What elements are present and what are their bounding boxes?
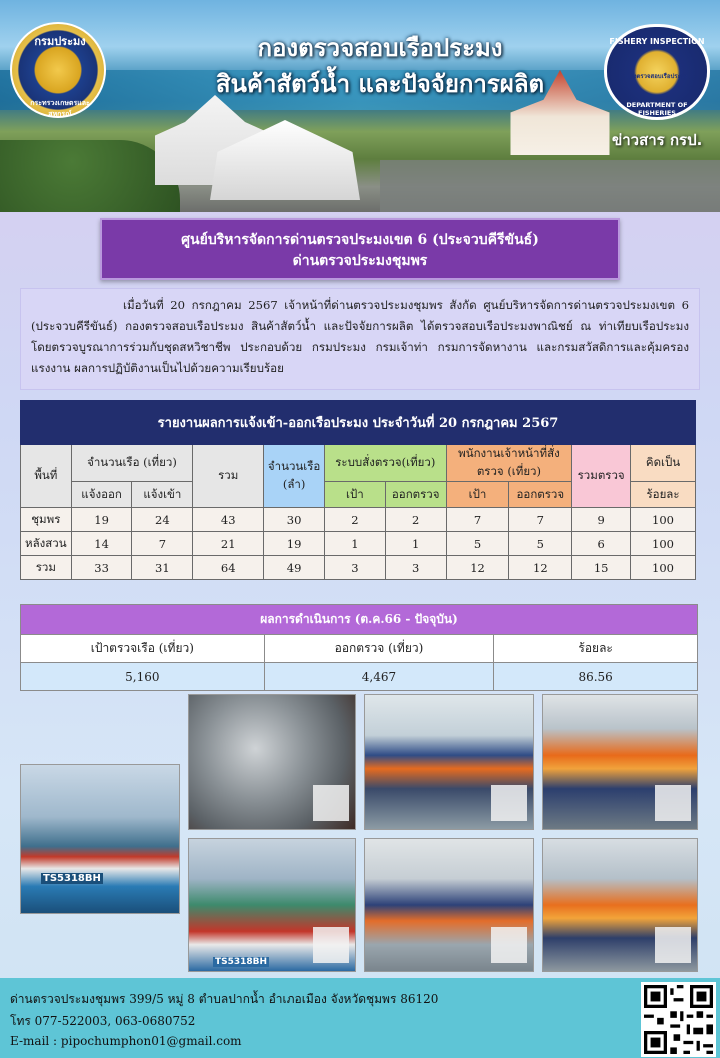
- cell-total-inspected: 9: [572, 508, 631, 532]
- table-row-total: [21, 556, 696, 580]
- header-total: รวม: [193, 445, 264, 508]
- header-off-inspected: ออกตรวจ: [509, 482, 572, 508]
- boat-number-label: TS5318BH: [43, 873, 101, 884]
- map-stamp-icon: [491, 927, 527, 963]
- footer-address: ด่านตรวจประมงชุมพร 399/5 หมู่ 8 ตำบลปากน้ำ อำเภอเมือง จังหวัดชุมพร 86120: [10, 992, 439, 1006]
- boat-number-label-2: TS5318BH: [215, 957, 268, 967]
- department-of-fisheries-logo: [10, 22, 106, 118]
- cell-boats: 49: [264, 556, 325, 580]
- report-header-row1: [21, 445, 696, 482]
- cell-total: 21: [193, 532, 264, 556]
- logo-left-bottom-text: กระทรวงเกษตรและสหกรณ์: [30, 99, 90, 118]
- operations-summary-table: [20, 604, 698, 691]
- ops-title-row: [21, 605, 698, 635]
- banner-trees: [0, 140, 180, 212]
- header-out: แจ้งออก: [71, 482, 132, 508]
- cell-out: 19: [71, 508, 132, 532]
- logo-right-top-text: FISHERY INSPECTION: [609, 37, 705, 46]
- qr-code-icon: [644, 985, 713, 1054]
- footer-phone: โทร 077-522003, 063-0680752: [10, 1014, 196, 1028]
- header-percent: ร้อยละ: [631, 482, 696, 508]
- header-percent-of: คิดเป็น: [631, 445, 696, 482]
- office-header: [100, 218, 620, 280]
- table-row: [21, 532, 696, 556]
- header-total-inspected: รวมตรวจ: [572, 445, 631, 508]
- cell-total-inspected: 15: [572, 556, 631, 580]
- photo-crew-lineup: [542, 694, 698, 830]
- ops-inspected-value: 4,467: [264, 663, 494, 691]
- report-title: รายงานผลการแจ้งเข้า-ออกเรือประมง ประจำวันที่ 20 กรกฎาคม 2567: [21, 401, 696, 445]
- cell-off-inspected: 5: [509, 532, 572, 556]
- cell-off-target: 7: [446, 508, 509, 532]
- office-header-line1: ศูนย์บริหารจัดการด่านตรวจประมงเขต 6 (ประจวบคีรีขันธ์): [181, 232, 539, 248]
- cell-percent: 100: [631, 532, 696, 556]
- cell-sys-target: 1: [325, 532, 386, 556]
- header-sys-inspected: ออกตรวจ: [385, 482, 446, 508]
- cell-sys-target: 3: [325, 556, 386, 580]
- footer-contact: [0, 978, 720, 1058]
- cell-total-inspected: 6: [572, 532, 631, 556]
- news-tag: ข่าวสาร กรป.: [612, 131, 703, 149]
- cell-in: 7: [132, 532, 193, 556]
- header-boat-trips: จำนวนเรือ (เที่ยว): [71, 445, 193, 482]
- photo-fish-catch: [188, 694, 356, 830]
- cell-in: 24: [132, 508, 193, 532]
- header-officer: พนักงานเจ้าหน้าที่สั่งตรวจ (เที่ยว): [446, 445, 572, 482]
- logo-right-bottom-text: DEPARTMENT OF FISHERIES: [626, 101, 688, 117]
- intro-paragraph: เมื่อวันที่ 20 กรกฎาคม 2567 เจ้าหน้าที่ด่านตรวจประมงชุมพร สังกัด ศูนย์บริหารจัดการด่านตรวจประมงเขต 6 (ประจวบคีรีขันธ์) กองตรวจสอบเรือประมง สินค้าสัตว์น้ำ และปัจจัยการผลิต ได้ตรวจสอบเรือประมงพาณิชย์ ณ ท่าเทียบเรือประมง โดยตรวจบูรณาการร่วมกับชุดสหวิชาชีพ ประกอบด้วย กรมประมง กรมเจ้าท่า กรมการจัดหางาน และกรมสวัสดิการและคุ้มครองแรงงาน ผลการปฏิบัติงานเป็นไปด้วยความเรียบร้อย: [20, 288, 700, 390]
- photo-boat-nets: [188, 838, 356, 972]
- cell-total: 64: [193, 556, 264, 580]
- cell-percent: 100: [631, 556, 696, 580]
- header-in: แจ้งเข้า: [132, 482, 193, 508]
- ops-target-value: 5,160: [21, 663, 265, 691]
- header-banner: [0, 0, 720, 212]
- photo-document-check: [364, 838, 534, 972]
- ops-header-row: [21, 635, 698, 663]
- cell-off-inspected: 7: [509, 508, 572, 532]
- footer-email[interactable]: E-mail : pipochumphon01@gmail.com: [10, 1034, 242, 1048]
- ops-values-row: [21, 663, 698, 691]
- cell-in: 31: [132, 556, 193, 580]
- qr-code[interactable]: [641, 982, 716, 1057]
- cell-off-target: 12: [446, 556, 509, 580]
- banner-title-line2: สินค้าสัตว์น้ำ และปัจจัยการผลิต: [215, 70, 545, 98]
- header-off-target: เป้า: [446, 482, 509, 508]
- cell-sys-inspected: 3: [385, 556, 446, 580]
- office-header-line2: ด่านตรวจประมงชุมพร: [292, 253, 428, 269]
- table-row: [21, 508, 696, 532]
- cell-boats: 30: [264, 508, 325, 532]
- banner-title-line1: กองตรวจสอบเรือประมง: [257, 34, 503, 62]
- banner-road: [380, 160, 720, 212]
- ops-title: ผลการดำเนินการ (ต.ค.66 - ปัจจุบัน): [21, 605, 698, 635]
- departure-arrival-report-table: [20, 400, 696, 580]
- cell-off-inspected: 12: [509, 556, 572, 580]
- photo-crew-group: [542, 838, 698, 972]
- ops-percent-value: 86.56: [494, 663, 698, 691]
- map-stamp-icon: [655, 927, 691, 963]
- map-stamp-icon: [655, 785, 691, 821]
- ops-head-target: เป้าตรวจเรือ (เที่ยว): [21, 635, 265, 663]
- map-stamp-icon: [491, 785, 527, 821]
- cell-total: 43: [193, 508, 264, 532]
- logo-right-small-text: กองตรวจสอบเรือประมง: [626, 73, 688, 80]
- cell-sys-target: 2: [325, 508, 386, 532]
- photo-officers-inspecting: [364, 694, 534, 830]
- cell-area: ชุมพร: [21, 508, 72, 532]
- header-sys-target: เป้า: [325, 482, 386, 508]
- ops-head-percent: ร้อยละ: [494, 635, 698, 663]
- fishery-inspection-logo: [604, 24, 710, 120]
- cell-sys-inspected: 2: [385, 508, 446, 532]
- header-boats: จำนวนเรือ (ลำ): [264, 445, 325, 508]
- header-area: พื้นที่: [21, 445, 72, 508]
- cell-off-target: 5: [446, 532, 509, 556]
- cell-percent: 100: [631, 508, 696, 532]
- cell-area: หลังสวน: [21, 532, 72, 556]
- map-stamp-icon: [313, 785, 349, 821]
- report-title-row: [21, 401, 696, 445]
- map-stamp-icon: [313, 927, 349, 963]
- cell-area: รวม: [21, 556, 72, 580]
- ops-head-inspected: ออกตรวจ (เที่ยว): [264, 635, 494, 663]
- cell-out: 14: [71, 532, 132, 556]
- cell-out: 33: [71, 556, 132, 580]
- photo-fishing-boat: [20, 764, 180, 914]
- cell-boats: 19: [264, 532, 325, 556]
- cell-sys-inspected: 1: [385, 532, 446, 556]
- header-order-system: ระบบสั่งตรวจ(เที่ยว): [325, 445, 447, 482]
- logo-left-top-text: กรมประมง: [34, 35, 86, 48]
